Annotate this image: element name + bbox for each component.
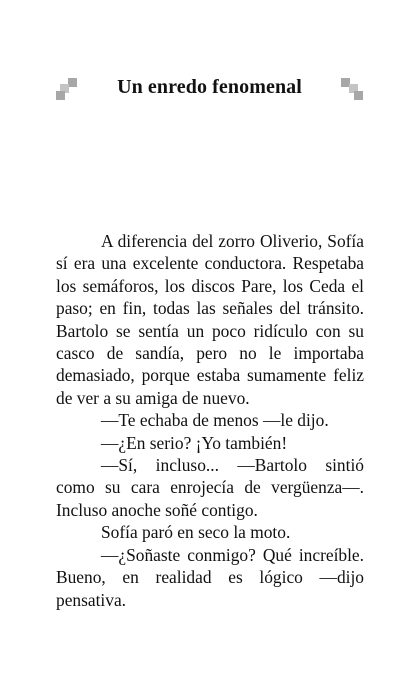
chapter-title: Un enredo fenomenal (117, 76, 302, 98)
story-text (56, 230, 364, 611)
paragraph: —¿Soñaste conmigo? Qué increíble. Bueno, en realidad es lógico —dijo pensativa. (56, 544, 364, 610)
paragraph: —Sí, incluso... —Bartolo sintió como su cara enrojecía de vergüenza—. Incluso anoche soñé contigo. (56, 455, 364, 520)
paragraph: —¿En serio? ¡Yo también! (101, 432, 288, 453)
chapter-header (0, 72, 419, 108)
paragraph: —Te echaba de menos —le dijo. (101, 410, 329, 431)
paragraph: A diferencia del zorro Oliverio, Sofía sí era una excelente conductora. Respetaba los semáforos, los discos Pare, los Ceda el paso; en fin, todas las señales del tránsito. Bartolo se sentía un poco ridículo con su casco de sandía, pero no le importaba demasiado, porque estaba sumamente feliz de ver a su amiga de nuevo. (56, 231, 364, 408)
right-ornament-icon (341, 78, 363, 100)
paragraph: Sofía paró en seco la moto. (101, 522, 291, 543)
